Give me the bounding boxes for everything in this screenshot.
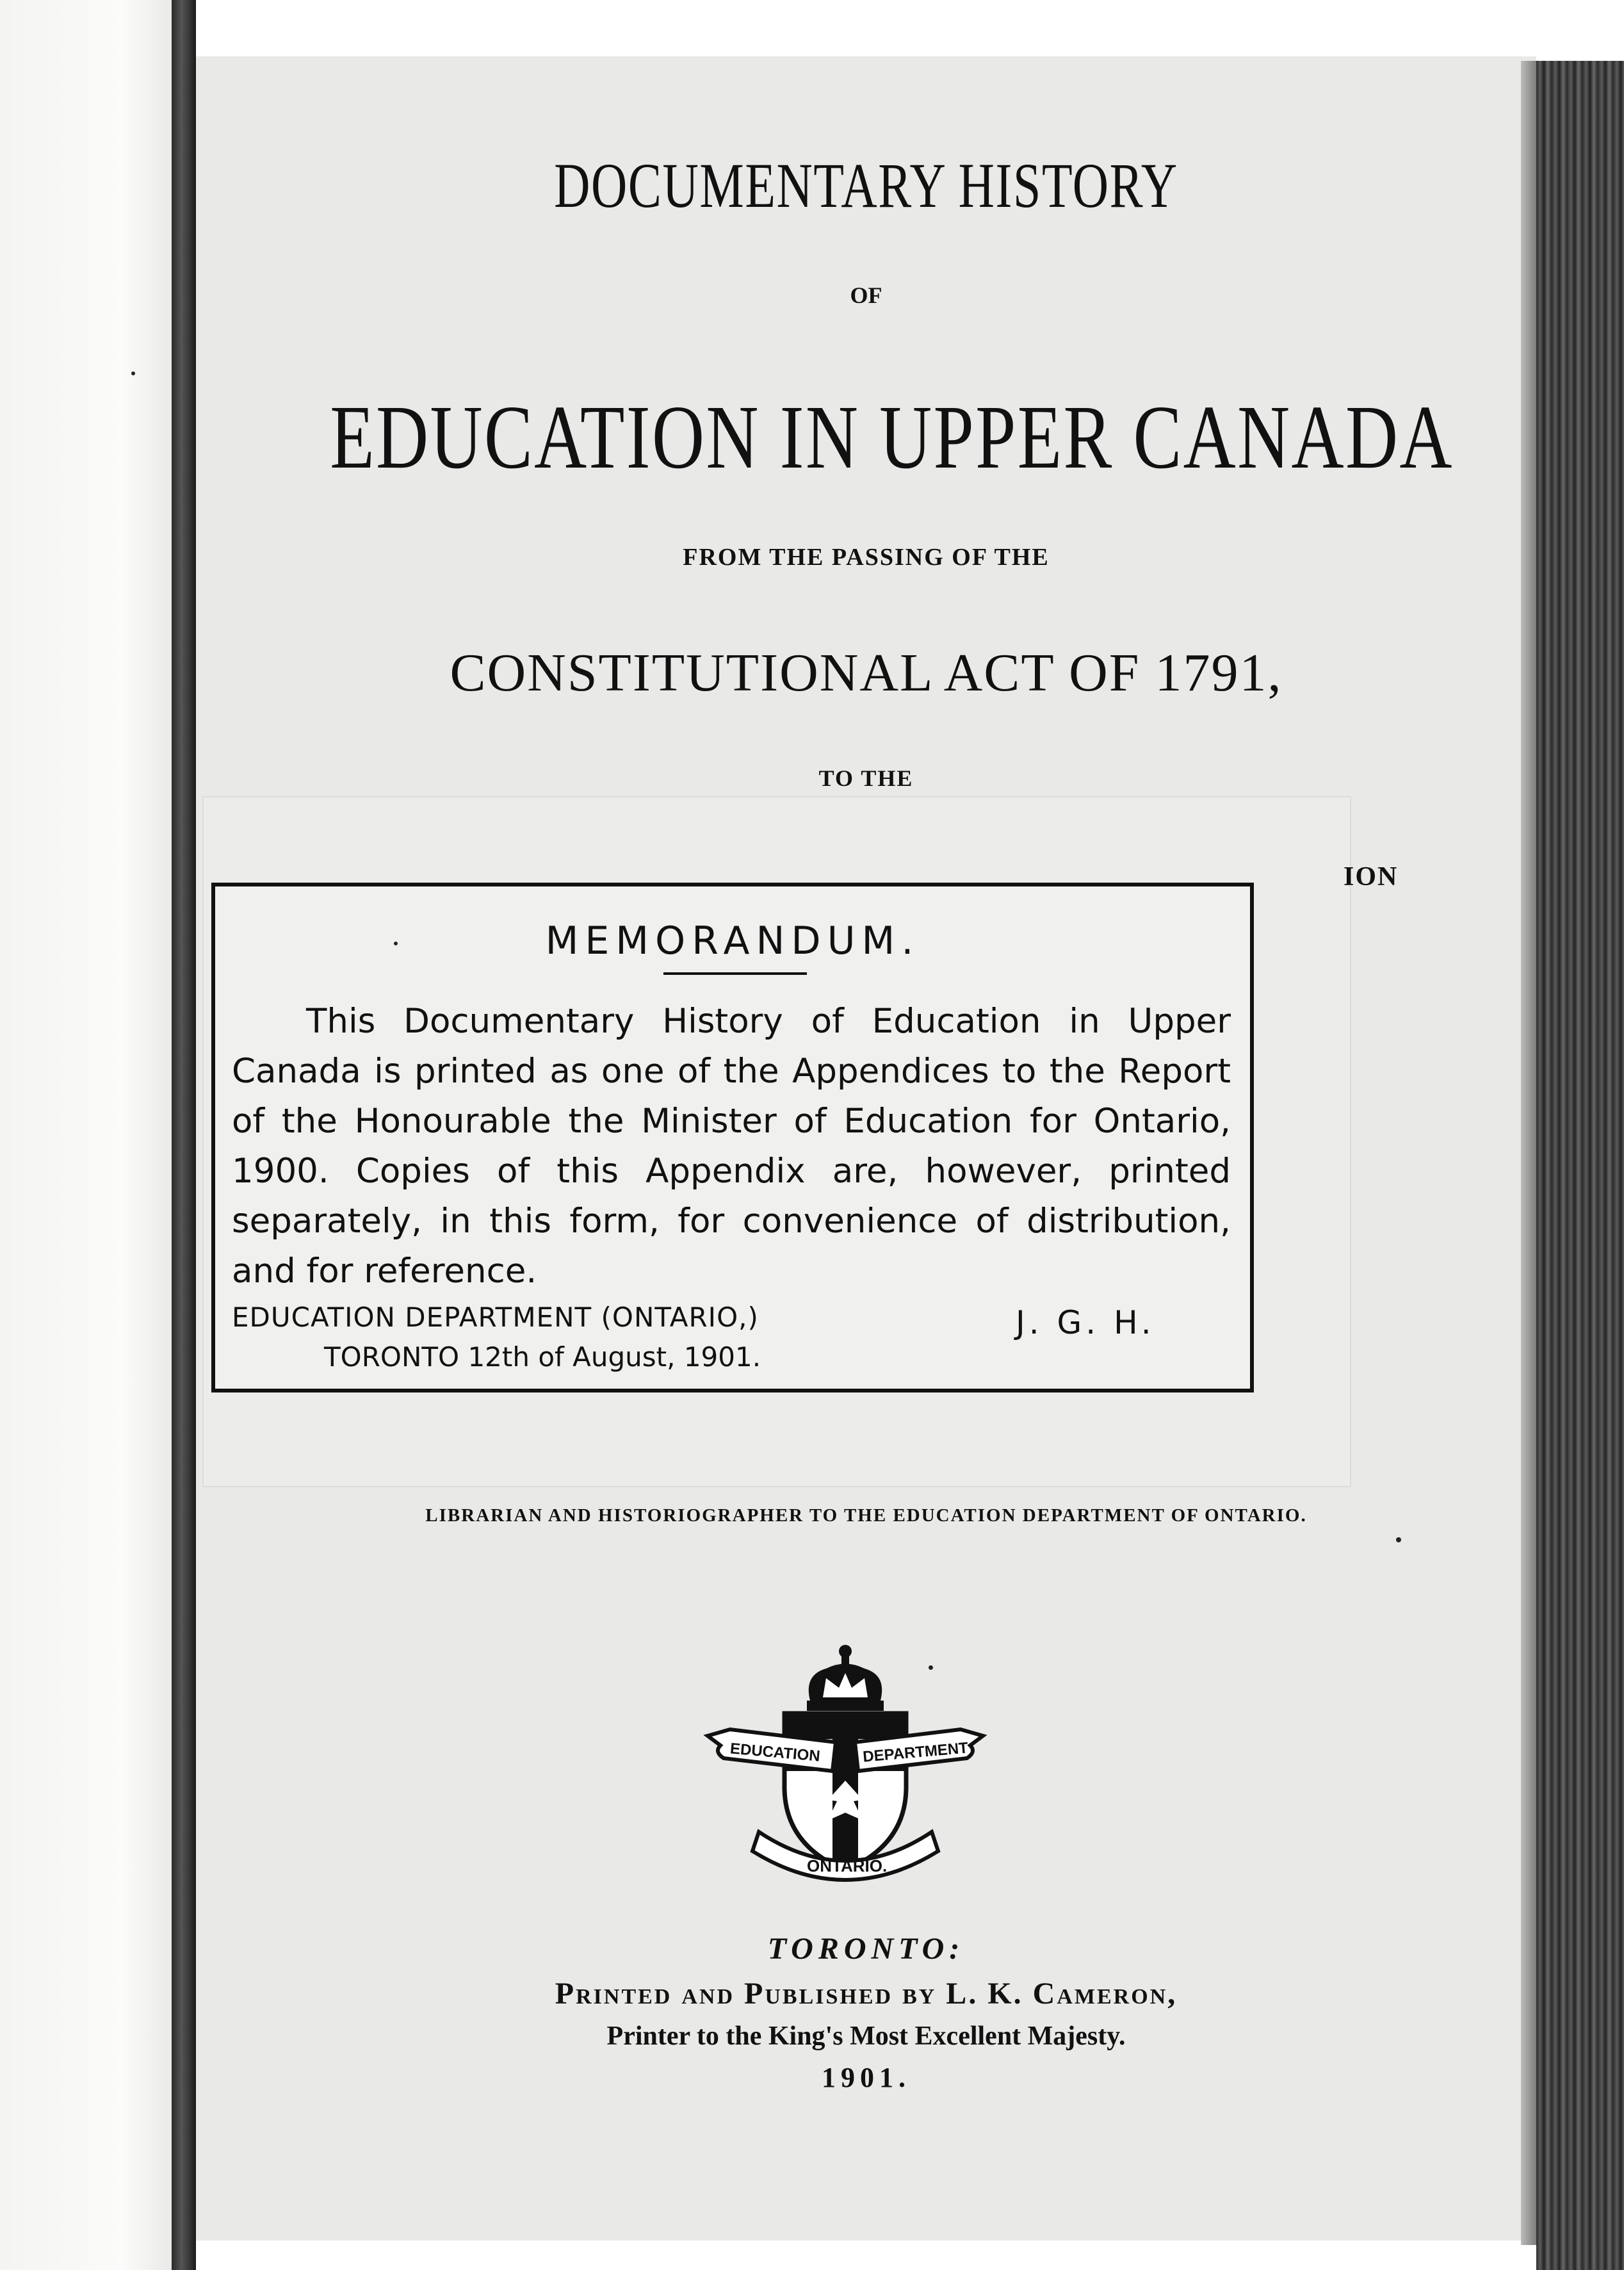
ink-speck xyxy=(394,942,398,945)
left-page xyxy=(0,0,176,2270)
imprint-printed-by: Printed and Published by L. K. Cameron, xyxy=(555,1977,1178,2011)
memorandum-date: TORONTO 12th of August, 1901. xyxy=(324,1341,761,1373)
memorandum-department: EDUCATION DEPARTMENT (ONTARIO,) xyxy=(232,1302,759,1333)
emblem-left-ribbon-text: EDUCATION xyxy=(729,1740,821,1765)
title-of: OF xyxy=(850,282,882,308)
emblem-right-ribbon-text: DEPARTMENT xyxy=(862,1739,969,1766)
memorandum-body: This Documentary History of Education in Upper Canada is printed as one of the Appendices to the Report of the Honourable the Minister of Education for Ontario, 1900. Copies of this Appendix are, however, printed separately, in this form, for convenience of distribution, and for reference. xyxy=(232,1002,1231,1291)
imprint-city: TORONTO: xyxy=(767,1932,965,1966)
memorandum-box xyxy=(211,883,1254,1392)
education-department-emblem xyxy=(695,1640,996,1896)
ink-speck xyxy=(131,372,135,375)
book-page-edges xyxy=(1536,61,1624,2270)
title-line-2: EDUCATION IN UPPER CANADA xyxy=(330,386,1454,487)
crown-icon xyxy=(807,1645,884,1711)
title-line-1: DOCUMENTARY HISTORY xyxy=(554,150,1178,221)
ink-speck xyxy=(1396,1537,1401,1542)
imprint-printer-to: Printer to the King's Most Excellent Majesty. xyxy=(606,2021,1126,2051)
memorandum-rule xyxy=(663,972,807,975)
imprint-year: 1901. xyxy=(822,2062,911,2093)
title-to-the: TO THE xyxy=(818,765,914,791)
partially-hidden-word: ION xyxy=(1344,862,1399,892)
librarian-line: LIBRARIAN AND HISTORIOGRAPHER TO THE EDUCATION DEPARTMENT OF ONTARIO. xyxy=(425,1505,1307,1526)
title-from: FROM THE PASSING OF THE xyxy=(683,544,1050,571)
ink-speck xyxy=(929,1665,933,1670)
book-gutter xyxy=(172,0,196,2270)
emblem-bottom-ribbon-text: ONTARIO. xyxy=(807,1856,888,1875)
memorandum-signature: J. G. H. xyxy=(1016,1304,1155,1341)
title-act: CONSTITUTIONAL ACT OF 1791, xyxy=(450,643,1283,703)
memorandum-heading: MEMORANDUM. xyxy=(545,919,920,963)
